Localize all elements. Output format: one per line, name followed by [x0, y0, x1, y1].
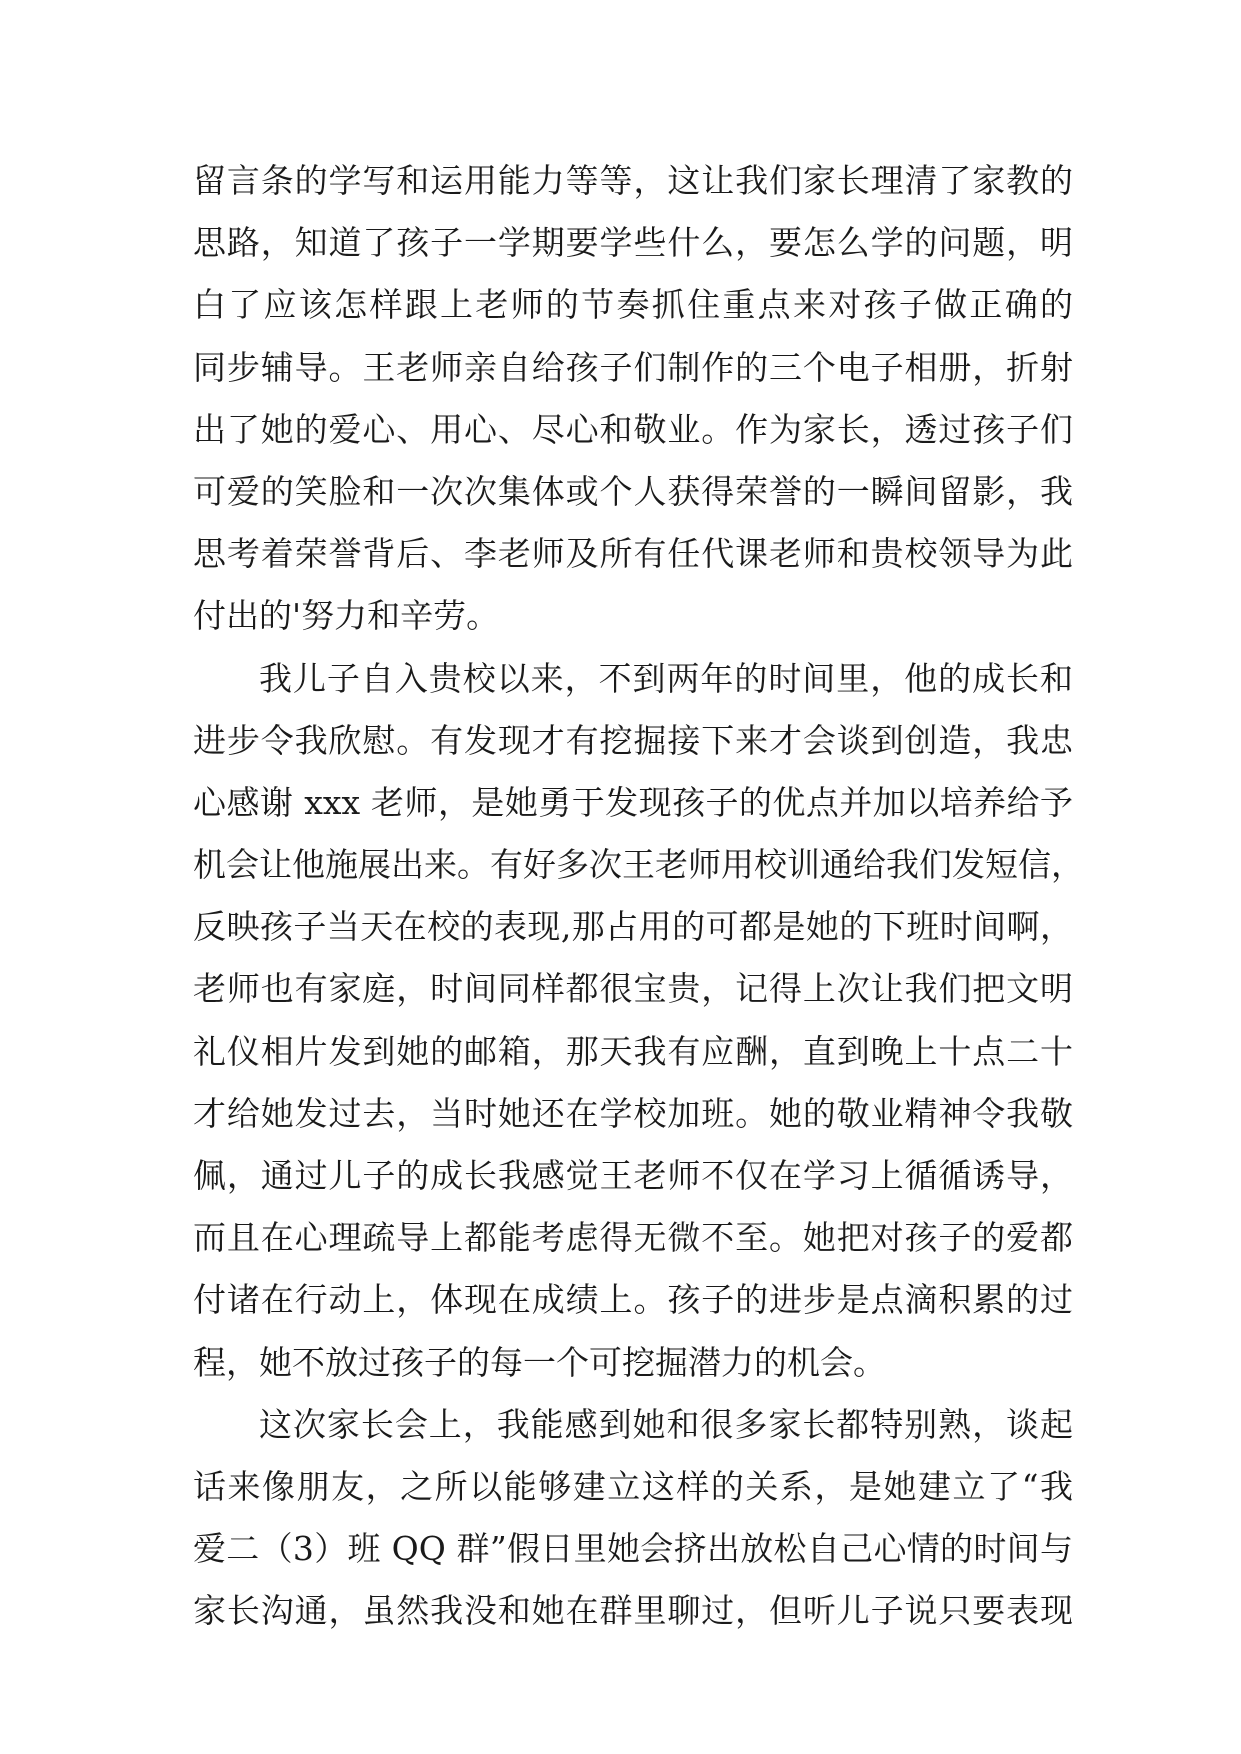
text-line: 思考着荣誉背后、李老师及所有任代课老师和贵校领导为此 — [193, 534, 1073, 574]
text-line: 反映孩子当天在校的表现,那占用的可都是她的下班时间啊， — [193, 907, 1073, 947]
text-line: 这次家长会上，我能感到她和很多家长都特别熟，谈起 — [259, 1404, 1073, 1444]
text-line: 程，她不放过孩子的每一个可挖掘潜力的机会。 — [193, 1342, 886, 1382]
text-line: 老师也有家庭，时间同样都很宝贵，记得上次让我们把文明 — [193, 969, 1073, 1009]
text-line: 我儿子自入贵校以来，不到两年的时间里，他的成长和 — [259, 658, 1073, 698]
text-line: 付诸在行动上，体现在成绩上。孩子的进步是点滴积累的过 — [193, 1280, 1073, 1320]
text-line: 家长沟通，虽然我没和她在群里聊过，但听儿子说只要表现 — [193, 1591, 1073, 1631]
text-line: 同步辅导。王老师亲自给孩子们制作的三个电子相册，折射 — [193, 347, 1073, 387]
text-line: 可爱的笑脸和一次次集体或个人获得荣誉的一瞬间留影，我 — [193, 471, 1073, 511]
text-line: 佩，通过儿子的成长我感觉王老师不仅在学习上循循诱导， — [193, 1156, 1073, 1195]
paragraph — [193, 648, 1084, 1394]
document-body — [193, 150, 1084, 1643]
text-line: 白了应该怎样跟上老师的节奏抓住重点来对孩子做正确的 — [193, 285, 1073, 325]
text-line: 思路，知道了孩子一学期要学些什么，要怎么学的问题，明 — [193, 223, 1073, 263]
text-line: 爱二（3）班 QQ 群”假日里她会挤出放松自己心情的时间与 — [193, 1529, 1073, 1569]
text-line: 礼仪相片发到她的邮箱，那天我有应酬，直到晚上十点二十 — [193, 1031, 1073, 1071]
text-line: 出了她的爱心、用心、尽心和敬业。作为家长，透过孩子们 — [193, 409, 1073, 449]
text-line: 机会让他施展出来。有好多次王老师用校训通给我们发短信， — [193, 845, 1084, 885]
text-line: 付出的'努力和辛劳。 — [193, 596, 500, 636]
paragraph — [193, 150, 1073, 648]
text-line: 话来像朋友，之所以能够建立这样的关系，是她建立了“我 — [193, 1466, 1073, 1506]
text-line: 心感谢 xxx 老师，是她勇于发现孩子的优点并加以培养给予 — [193, 782, 1073, 822]
text-line: 而且在心理疏导上都能考虑得无微不至。她把对孩子的爱都 — [193, 1218, 1073, 1258]
text-line: 才给她发过去，当时她还在学校加班。她的敬业精神令我敬 — [193, 1093, 1073, 1133]
text-line: 进步令我欣慰。有发现才有挖掘接下来才会谈到创造，我忠 — [193, 720, 1073, 760]
text-line: 留言条的学写和运用能力等等，这让我们家长理清了家教的 — [193, 161, 1073, 200]
paragraph — [193, 1394, 1073, 1643]
